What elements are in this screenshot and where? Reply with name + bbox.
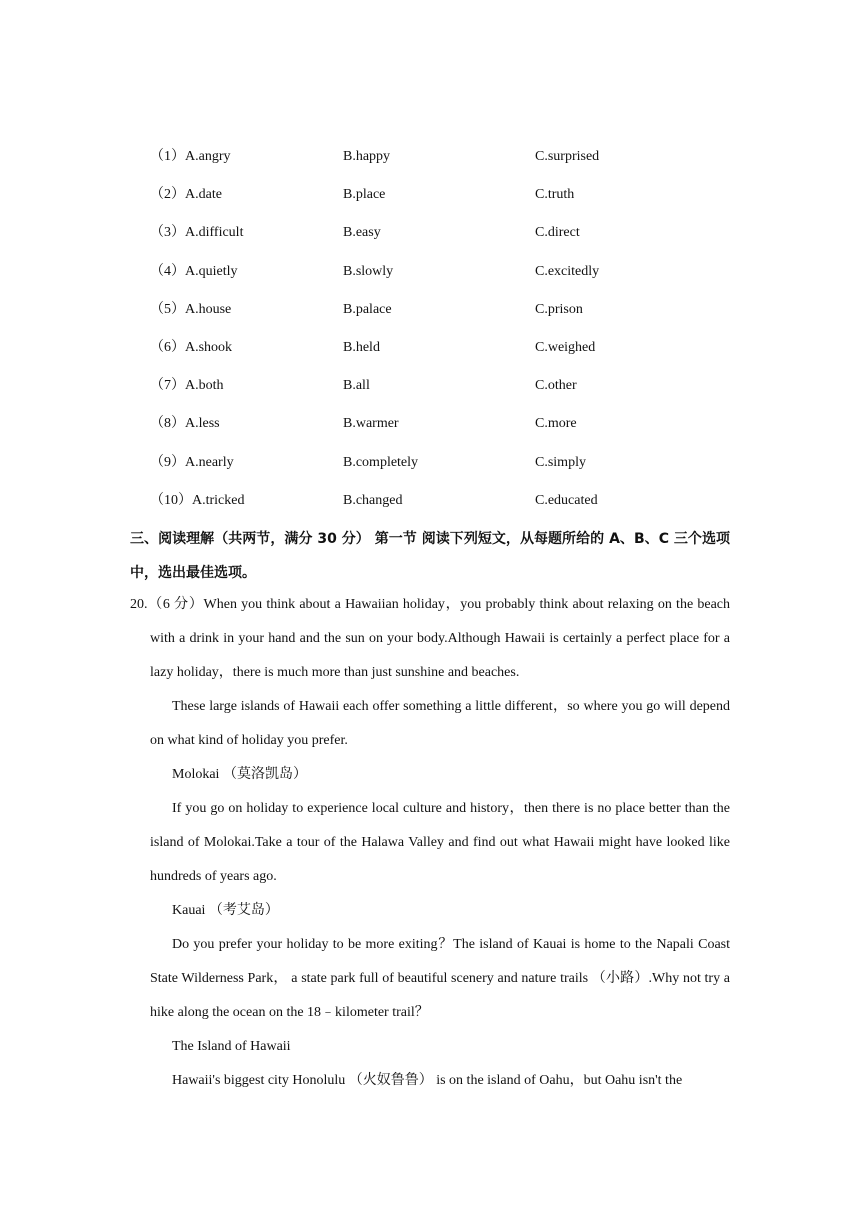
option-row [150,338,750,376]
option-row [150,300,750,338]
option-c: C.weighed [535,339,596,355]
option-b: B.warmer [343,416,399,432]
question-intro: 20.（6 分）When you think about a Hawaiian holiday，you probably think about relaxing on the beach with a drink in your hand and the sun on your body.Although Hawaii is certainly a perfect place for a lazy holiday，there is much more than just sunshine and beaches. [130,597,730,680]
option-b: B.held [343,339,380,355]
option-c: C.educated [535,492,598,508]
option-row [150,147,750,185]
option-b: B.completely [343,454,419,470]
option-a: （6）A.shook [150,339,233,355]
option-c: C.truth [535,187,575,203]
option-c: C.other [535,378,577,394]
option-a: （8）A.less [150,416,220,432]
option-c: C.prison [535,301,583,317]
option-row [150,223,750,261]
option-c: C.more [535,416,577,432]
option-c: C.simply [535,454,586,470]
option-c: C.excitedly [535,263,600,279]
option-b: B.happy [343,149,391,164]
option-a: （5）A.house [150,301,232,317]
option-c: C.direct [535,225,580,241]
option-b: B.slowly [343,263,394,279]
option-row [150,453,750,491]
option-row [150,185,750,223]
option-a: （3）A.difficult [150,225,244,241]
passage-paragraph: If you go on holiday to experience local culture and history，then there is no place better than the island of Molokai.Take a tour of the Halawa Valley and find out what Hawaii might have looked like hundreds of years ago. [150,801,730,884]
option-a: （9）A.nearly [150,454,234,470]
option-b: B.palace [343,301,392,317]
option-a: （2）A.date [150,187,222,203]
answer-options [150,147,750,529]
passage-subheading: The Island of Hawaii [172,1039,291,1054]
reading-passage [130,588,730,1098]
option-b: B.easy [343,225,381,241]
passage-paragraph: These large islands of Hawaii each offer something a little different，so where you go will depend on what kind of holiday you prefer. [150,699,730,748]
passage-paragraph: Do you prefer your holiday to be more exiting？The island of Kauai is home to the Napali Coast State Wilderness Park， a state park full of beautiful scenery and nature trails （小路）.Why not try a hike along the ocean on the 18﹣kilometer trail？ [150,937,730,1020]
option-a: （4）A.quietly [150,263,238,279]
passage-paragraph: Hawaii's biggest city Honolulu （火奴鲁鲁） is on the island of Oahu，but Oahu isn't the [172,1073,683,1088]
section-heading: 三、阅读理解（共两节，满分 30 分） 第一节 阅读下列短文，从每题所给的 A、B、C 三个选项中，选出最佳选项。 [130,531,730,581]
option-b: B.place [343,187,386,203]
option-b: B.changed [343,492,403,508]
passage-subheading: Molokai （莫洛凯岛） [172,767,307,782]
option-row [150,414,750,452]
option-c: C.surprised [535,149,600,164]
option-b: B.all [343,378,370,394]
option-a: （7）A.both [150,378,224,394]
option-row [150,262,750,300]
passage-subheading: Kauai （考艾岛） [172,903,279,918]
option-row [150,376,750,414]
option-a: （1）A.angry [150,149,231,164]
option-a: （10）A.tricked [150,492,245,508]
